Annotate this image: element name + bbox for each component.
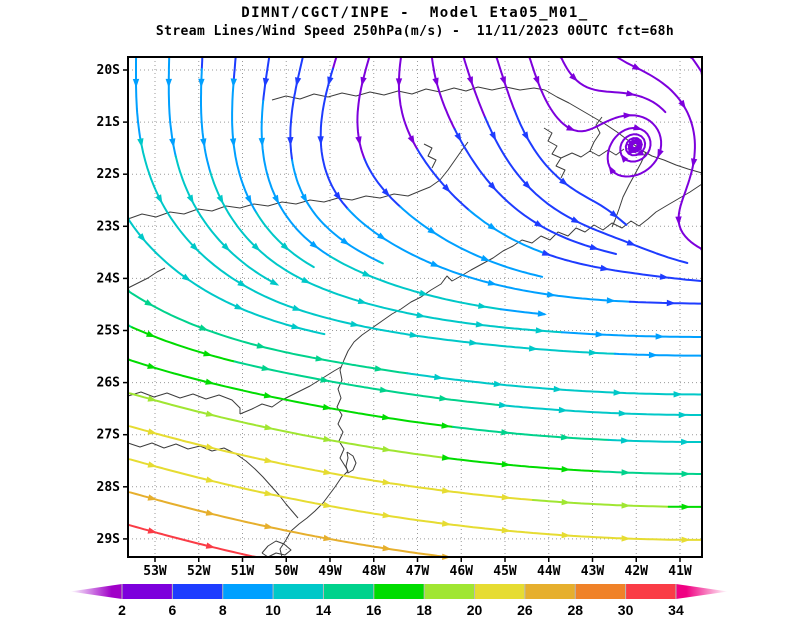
coastline-border-path <box>424 144 436 168</box>
colorbar-segment <box>273 584 323 599</box>
streamline <box>432 57 455 129</box>
streamline-arrowhead <box>619 410 628 416</box>
streamline-arrowhead <box>148 461 158 467</box>
streamline-arrowhead <box>681 439 690 445</box>
streamline-arrowhead <box>301 277 311 284</box>
y-tick-label: 24S <box>96 271 120 287</box>
coastline-border-path <box>544 128 565 178</box>
colorbar-tick-label: 26 <box>517 602 533 618</box>
colorbar-right-arrow <box>676 584 728 599</box>
streamline-arrowhead <box>200 138 206 147</box>
x-tick-label: 49W <box>318 564 342 579</box>
streamline <box>141 141 615 354</box>
colorbar-segment <box>172 584 222 599</box>
chart-header <box>30 5 800 39</box>
streamline <box>379 262 383 264</box>
streamline-arrowhead <box>259 138 265 147</box>
streamline-arrowhead <box>231 78 237 87</box>
streamline-arrowhead <box>237 280 246 287</box>
streamline <box>330 256 501 309</box>
streamline-arrowhead <box>678 100 686 109</box>
streamline-arrowhead <box>382 545 391 551</box>
streamline <box>501 309 545 314</box>
streamline-arrowhead <box>270 279 280 286</box>
streamline-arrowhead <box>533 76 539 86</box>
streamline-arrowhead <box>317 136 323 145</box>
streamline-arrowhead <box>607 297 616 303</box>
x-tick-label: 45W <box>493 564 517 579</box>
axes-group <box>97 57 702 579</box>
streamline <box>445 458 600 472</box>
colorbar-tick-label: 8 <box>218 602 227 618</box>
streamline-arrowhead <box>272 195 279 204</box>
x-tick-label: 42W <box>624 564 648 579</box>
coastline-border-path <box>128 268 165 288</box>
streamline-arrowhead <box>571 216 581 223</box>
colorbar-tick-label: 16 <box>366 602 382 618</box>
streamline <box>453 427 608 440</box>
streamline-arrowhead <box>206 444 216 450</box>
streamline <box>321 69 348 209</box>
streamline-arrowhead <box>292 305 302 311</box>
streamline <box>202 57 203 69</box>
streamline-arrowhead <box>198 79 204 88</box>
colorbar-segment <box>626 584 676 599</box>
streamline-arrowhead <box>596 331 605 337</box>
chart-title: DIMNT/CGCT/INPE - Model Eta05_M01_ <box>241 5 589 21</box>
chart-subtitle: Stream Lines/Wind Speed 250hPa(m/s) - 11/11/2023 00UTC fct=68h <box>155 24 675 39</box>
streamline <box>290 57 303 160</box>
streamline-arrowhead <box>538 310 547 316</box>
streamline-arrowhead <box>206 411 216 417</box>
colorbar-segment <box>424 584 474 599</box>
streamline-arrowhead <box>148 527 158 533</box>
streamline-arrowhead <box>408 135 415 145</box>
y-tick-label: 22S <box>96 167 120 183</box>
streamline-arrowhead <box>649 352 658 358</box>
colorbar-tick-label: 10 <box>265 602 281 618</box>
colorbar-tick-label: 30 <box>617 602 634 618</box>
streamline-arrowhead <box>566 125 576 131</box>
streamline <box>503 405 702 415</box>
streamlines-group <box>128 57 702 560</box>
streamline-arrowhead <box>667 300 676 306</box>
streamline-arrowhead <box>358 298 368 304</box>
streamline <box>232 81 256 213</box>
streamline-arrowhead <box>633 124 643 130</box>
streamline <box>562 332 702 337</box>
streamline-arrowhead <box>682 471 691 477</box>
streamline <box>348 209 630 302</box>
streamline-arrowhead <box>682 504 691 510</box>
streamline-arrowhead <box>679 412 688 418</box>
streamline <box>256 213 313 268</box>
x-tick-label: 48W <box>362 564 386 579</box>
x-tick-label: 50W <box>274 564 298 579</box>
streamline-arrowhead <box>234 303 244 310</box>
x-tick-label: 47W <box>405 564 430 579</box>
streamline-arrowhead <box>657 149 663 159</box>
streamline-arrowhead <box>481 255 491 261</box>
streamline-arrowhead <box>410 332 419 338</box>
streamline-arrowhead <box>187 195 194 205</box>
colorbar <box>70 584 728 618</box>
streamline-arrowhead <box>334 192 342 201</box>
streamline-arrowhead <box>675 216 681 225</box>
streamline-arrowhead <box>682 537 691 543</box>
streamline-arrowhead <box>206 477 216 483</box>
streamline-arrowhead <box>624 112 633 118</box>
streamline-arrowhead <box>562 499 571 505</box>
streamline-arrowhead <box>263 78 269 87</box>
streamline-arrowhead <box>382 414 391 420</box>
streamline <box>132 327 234 361</box>
streamline-arrowhead <box>144 299 153 306</box>
streamline <box>545 253 702 281</box>
streamline-arrowhead <box>382 446 391 452</box>
streamline-arrowhead <box>467 76 473 86</box>
streamline-arrowhead <box>427 227 436 235</box>
x-tick-label: 53W <box>143 564 167 579</box>
streamline-arrowhead <box>245 195 252 205</box>
colorbar-left-arrow <box>70 584 122 599</box>
streamline-arrowhead <box>199 324 209 330</box>
streamline-arrowhead <box>327 76 333 86</box>
streamline <box>400 207 542 277</box>
y-tick-label: 21S <box>96 115 120 131</box>
streamline <box>630 302 702 304</box>
streamline-arrowhead <box>454 133 461 142</box>
streamline-arrowhead <box>614 389 623 395</box>
streamline-arrowhead <box>217 195 224 205</box>
y-tick-label: 28S <box>96 479 120 495</box>
colorbar-segment <box>575 584 625 599</box>
colorbar-segment <box>223 584 273 599</box>
x-tick-label: 52W <box>187 564 211 579</box>
x-tick-label: 41W <box>668 564 692 579</box>
streamline-arrowhead <box>589 349 598 355</box>
streamline-arrowhead <box>500 76 506 86</box>
streamline-arrowhead <box>205 379 215 385</box>
streamline-arrowhead <box>362 270 372 276</box>
streamline-arrowhead <box>148 494 158 500</box>
streamline-arrowhead <box>627 239 637 245</box>
streamline <box>128 491 449 557</box>
y-tick-label: 23S <box>96 219 120 235</box>
streamline-arrowhead <box>621 469 630 475</box>
coastline-border-path <box>128 392 240 414</box>
streamline <box>333 57 338 69</box>
streamline-arrowhead <box>674 391 683 397</box>
streamline-arrowhead <box>166 79 172 88</box>
streamline-arrowhead <box>622 535 631 541</box>
streamline <box>533 500 669 507</box>
streamline-arrowhead <box>656 333 665 339</box>
colorbar-segment <box>475 584 525 599</box>
streamline-arrowhead <box>257 342 267 348</box>
streamline <box>128 458 702 540</box>
streamline <box>365 159 401 207</box>
streamline-arrowhead <box>146 331 156 337</box>
streamline-arrowhead <box>430 261 440 267</box>
y-tick-label: 20S <box>96 63 120 78</box>
streamline-arrowhead <box>291 323 301 329</box>
streamline-arrowhead <box>133 79 139 88</box>
colorbar-segment <box>122 584 172 599</box>
streamline <box>128 425 533 500</box>
x-tick-label: 44W <box>537 564 561 579</box>
streamline <box>528 57 661 177</box>
colorbar-tick-label: 28 <box>567 602 584 618</box>
colorbar-segment <box>374 584 424 599</box>
streamline <box>136 57 141 141</box>
streamline-arrowhead <box>203 350 213 356</box>
y-tick-label: 25S <box>96 323 120 339</box>
y-tick-label: 26S <box>96 375 120 391</box>
streamline-arrowhead <box>488 280 498 286</box>
streamline-arrowhead <box>206 510 216 516</box>
x-tick-label: 43W <box>580 564 605 579</box>
streamline-arrowhead <box>432 78 438 88</box>
colorbar-tick-label: 20 <box>466 602 483 618</box>
streamline <box>292 160 379 262</box>
streamline <box>469 210 545 253</box>
coastline-border-path <box>272 87 545 100</box>
streamline-arrowhead <box>542 250 552 256</box>
streamline-arrowhead <box>382 512 391 518</box>
y-tick-label: 27S <box>96 427 120 443</box>
x-tick-label: 46W <box>449 564 473 579</box>
streamline <box>690 57 702 75</box>
streamline <box>234 57 236 81</box>
streamline-arrowhead <box>488 223 497 231</box>
streamline-arrowhead <box>148 428 158 434</box>
streamline <box>399 57 418 150</box>
x-tick-label: 51W <box>230 564 255 579</box>
streamline-arrowhead <box>380 387 389 393</box>
streamline <box>128 524 256 557</box>
streamline <box>463 57 486 118</box>
streamline-arrowhead <box>632 63 642 70</box>
coastline-border-path <box>346 452 356 473</box>
streamline-arrowhead <box>561 466 570 472</box>
streamline-arrowhead <box>522 131 529 141</box>
y-tick-label: 29S <box>96 531 120 547</box>
streamline-arrowhead <box>287 137 293 146</box>
streamline-arrowhead <box>377 233 386 241</box>
streamline <box>560 57 666 112</box>
colorbar-segment <box>525 584 575 599</box>
colorbar-tick-label: 14 <box>315 602 332 618</box>
colorbar-tick-label: 34 <box>668 602 684 618</box>
streamline-arrowhead <box>534 220 543 227</box>
colorbar-tick-label: 2 <box>118 602 126 618</box>
streamline-arrowhead <box>621 437 630 443</box>
streamline-arrowhead <box>622 502 631 508</box>
streamline-arrowhead <box>489 132 496 142</box>
streamline <box>615 354 702 356</box>
streamline-arrowhead <box>155 194 162 204</box>
coastline-border-path <box>612 152 646 227</box>
streamline-arrowhead <box>396 78 402 87</box>
colorbar-tick-label: 6 <box>168 602 177 618</box>
streamline-arrowhead <box>590 244 600 250</box>
colorbar-tick-label: 18 <box>416 602 432 618</box>
colorbar-segment <box>323 584 373 599</box>
streamline-arrowhead <box>206 543 216 549</box>
